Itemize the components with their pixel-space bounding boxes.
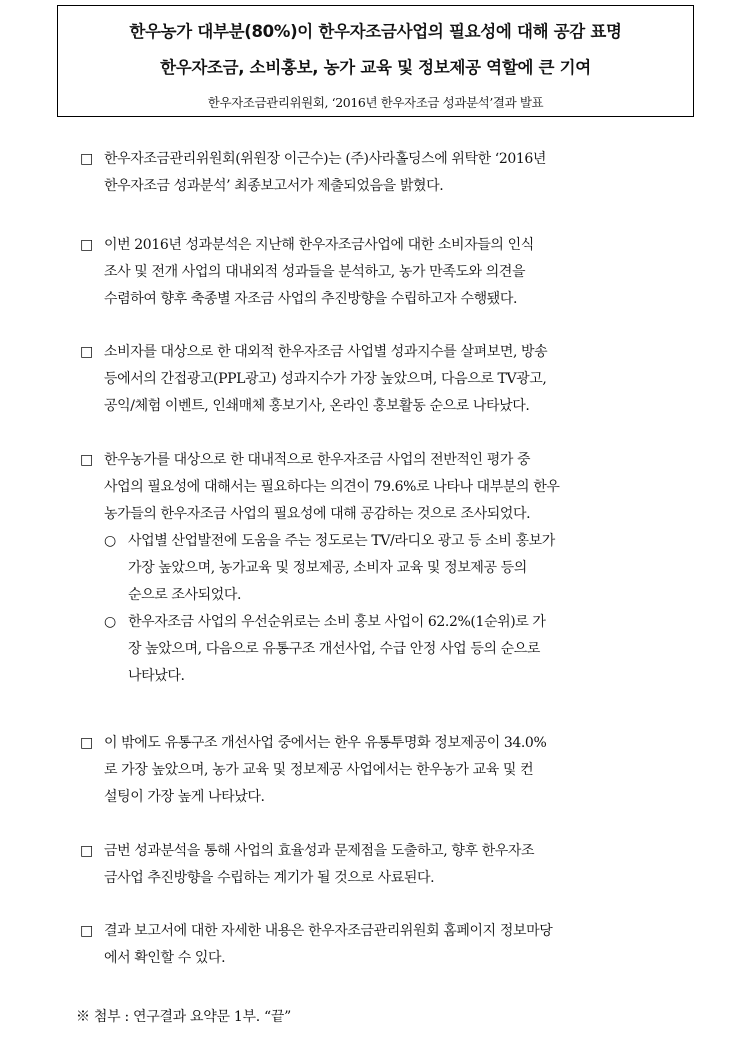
- square-bullet-icon: □: [80, 735, 93, 751]
- square-bullet-icon: □: [80, 151, 93, 167]
- press-release-header-box: [57, 5, 694, 117]
- paragraph-line: 한우자조금관리위원회(위원장 이근수)는 (주)사라홀딩스에 위탁한 ‘2016년: [104, 151, 546, 167]
- paragraph-line: 조사 및 전개 사업의 대내외적 성과들을 분석하고, 농가 만족도와 의견을: [104, 264, 526, 280]
- sub-item-text: 순으로 조사되었다.: [128, 587, 242, 603]
- paragraph-7: [80, 918, 680, 972]
- paragraph-1: [80, 146, 680, 200]
- paragraph-line: 한우자조금 성과분석’ 최종보고서가 제출되었음을 밝혔다.: [104, 178, 444, 194]
- sub-item-text: 사업별 산업발전에 도움을 주는 정도로는 TV/라디오 광고 등 소비 홍보가: [128, 533, 555, 549]
- paragraph-line: 공익/체험 이벤트, 인쇄매체 홍보기사, 온라인 홍보활동 순으로 나타났다.: [104, 398, 530, 414]
- square-bullet-icon: □: [80, 344, 93, 360]
- headline-subtitle: 한우자조금관리위원회, ‘2016년 한우자조금 성과분석’결과 발표: [207, 95, 544, 110]
- paragraph-line: 결과 보고서에 대한 자세한 내용은 한우자조금관리위원회 홈페이지 정보마당: [104, 923, 553, 939]
- square-bullet-icon: □: [80, 923, 93, 939]
- paragraph-line: 한우농가를 대상으로 한 대내적으로 한우자조금 사업의 전반적인 평가 중: [104, 452, 531, 468]
- headline-line-1: 한우농가 대부분(80%)이 한우자조금사업의 필요성에 대해 공감 표명: [129, 22, 622, 41]
- paragraph-line: 설팅이 가장 높게 나타났다.: [104, 789, 265, 805]
- paragraph-5: [80, 730, 680, 811]
- paragraph-line: 소비자를 대상으로 한 대외적 한우자조금 사업별 성과지수를 살펴보면, 방송: [104, 344, 548, 360]
- paragraph-line: 사업의 필요성에 대해서는 필요하다는 의견이 79.6%로 나타나 대부분의 한우: [104, 479, 560, 495]
- sub-item-2-line: [80, 609, 680, 636]
- sub-item-1-line: [80, 528, 680, 555]
- paragraph-line: 이 밖에도 유통구조 개선사업 중에서는 한우 유통투명화 정보제공이 34.0%: [104, 735, 547, 751]
- paragraph-line: 금사업 추진방향을 수립하는 계기가 될 것으로 사료된다.: [104, 870, 435, 886]
- square-bullet-icon: □: [80, 237, 93, 253]
- sub-item-text: 한우자조금 사업의 우선순위로는 소비 홍보 사업이 62.2%(1순위)로 가: [128, 614, 546, 630]
- square-bullet-icon: □: [80, 843, 93, 859]
- circle-bullet-icon: ○: [104, 614, 116, 630]
- paragraph-4: [80, 447, 680, 690]
- paragraph-line: 로 가장 높았으며, 농가 교육 및 정보제공 사업에서는 한우농가 교육 및 컨: [104, 762, 534, 778]
- sub-item-text: 장 높았으며, 다음으로 유통구조 개선사업, 수급 안정 사업 등의 순으로: [128, 641, 541, 657]
- circle-bullet-icon: ○: [104, 533, 116, 549]
- paragraph-2: [80, 232, 680, 313]
- headline-line-2: 한우자조금, 소비홍보, 농가 교육 및 정보제공 역할에 큰 기여: [160, 58, 591, 77]
- paragraph-line: 금번 성과분석을 통해 사업의 효율성과 문제점을 도출하고, 향후 한우자조: [104, 843, 535, 859]
- paragraph-line: 에서 확인할 수 있다.: [104, 950, 226, 966]
- paragraph-line: 등에서의 간접광고(PPL광고) 성과지수가 가장 높았으며, 다음으로 TV광고,: [104, 371, 547, 387]
- sub-item-text: 나타났다.: [128, 668, 185, 684]
- paragraph-3: [80, 339, 680, 420]
- sub-item-text: 가장 높았으며, 농가교육 및 정보제공, 소비자 교육 및 정보제공 등의: [128, 560, 527, 576]
- paragraph-line: 수렴하여 향후 축종별 자조금 사업의 추진방향을 수립하고자 수행됐다.: [104, 291, 517, 307]
- paragraph-line: 농가들의 한우자조금 사업의 필요성에 대해 공감하는 것으로 조사되었다.: [104, 506, 531, 522]
- paragraph-line: 이번 2016년 성과분석은 지난해 한우자조금사업에 대한 소비자들의 인식: [104, 237, 534, 253]
- attachment-note: ※ 첨부 : 연구결과 요약문 1부. “끝”: [76, 1009, 291, 1025]
- square-bullet-icon: □: [80, 452, 93, 468]
- paragraph-6: [80, 838, 680, 892]
